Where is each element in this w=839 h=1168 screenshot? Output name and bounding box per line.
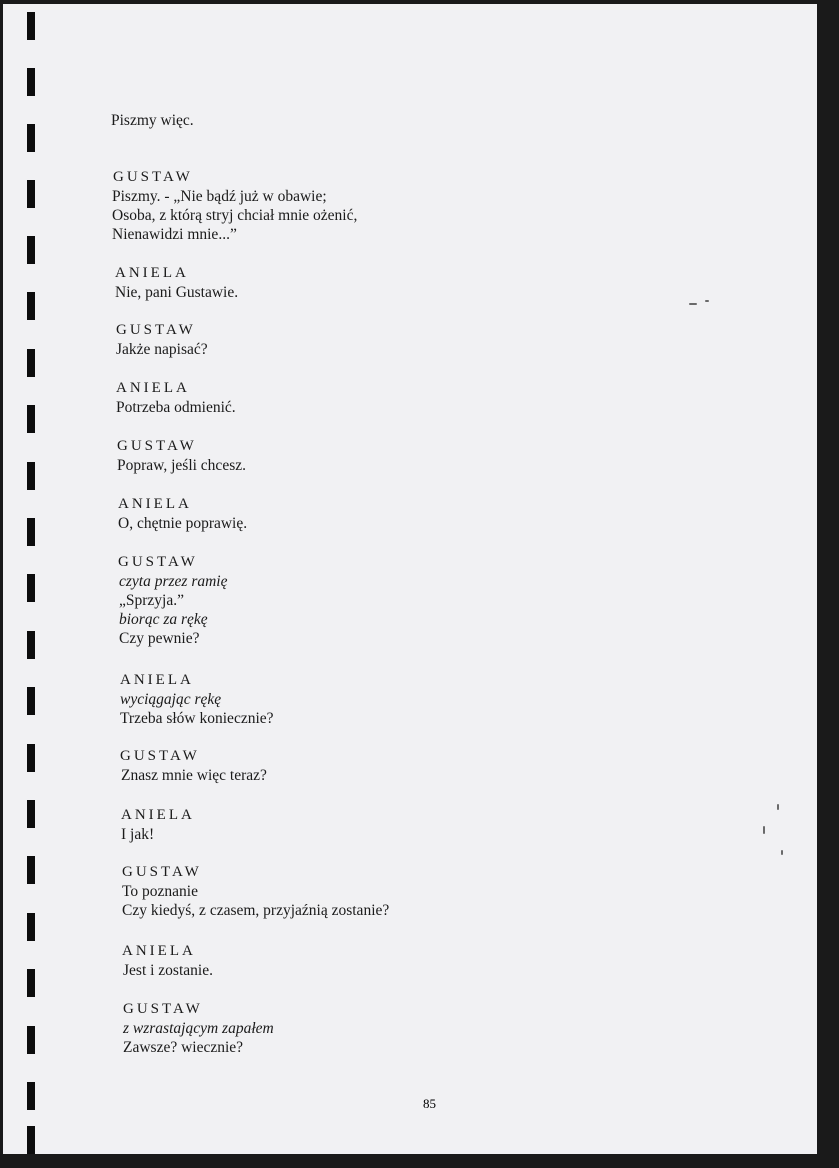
speaker-name: ANIELA [121,807,195,823]
dialogue-line: Osoba, z którą stryj chciał mnie ożenić, [112,207,358,224]
dialogue-line: Jakże napisać? [116,341,208,358]
speaker-name: GUSTAW [117,438,197,454]
scan-speck [705,300,709,302]
dialogue-line: Czy pewnie? [119,630,200,647]
dialogue-line: Czy kiedyś, z czasem, przyjaźnią zostanie? [122,902,390,919]
dialogue-line: Potrzeba odmienić. [116,399,236,416]
dialogue-line: Znasz mnie więc teraz? [121,767,267,784]
speaker-name: GUSTAW [113,169,193,185]
dialogue-line: Nie, pani Gustawie. [115,284,239,301]
stage-direction: z wzrastającym zapałem [123,1020,274,1037]
scan-speck [689,303,697,305]
speaker-name: ANIELA [116,380,190,396]
play-text [3,4,817,1154]
speaker-name: ANIELA [115,265,189,281]
speaker-name: ANIELA [122,943,196,959]
stage-direction: czyta przez ramię [119,573,228,590]
stage-direction: wyciągając rękę [120,691,222,708]
speaker-name: ANIELA [120,672,194,688]
dialogue-line: „Sprzyja.” [119,592,184,609]
dialogue-line: I jak! [121,826,155,843]
speaker-name: GUSTAW [122,864,202,880]
speaker-name: GUSTAW [118,554,198,570]
scan-speck [781,850,783,855]
dialogue-line: Jest i zostanie. [123,962,213,979]
speaker-name: GUSTAW [120,748,200,764]
document-page [3,4,817,1154]
dialogue-line: To poznanie [122,883,198,900]
dialogue-line: Piszmy. - „Nie bądź już w obawie; [112,188,327,205]
scan-speck [777,804,779,810]
dialogue-line: Popraw, jeśli chcesz. [117,457,246,474]
speaker-name: GUSTAW [116,322,196,338]
dialogue-line: O, chętnie poprawię. [118,515,248,532]
dialogue-line: Piszmy więc. [111,112,194,129]
dialogue-line: Nienawidzi mnie...” [112,226,237,243]
scan-speck [763,826,765,834]
dialogue-line: Trzeba słów koniecznie? [120,710,274,727]
speaker-name: GUSTAW [123,1001,203,1017]
dialogue-line: Zawsze? wiecznie? [123,1039,244,1056]
page-number: 85 [423,1096,436,1111]
stage-direction: biorąc za rękę [119,611,208,628]
speaker-name: ANIELA [118,496,192,512]
